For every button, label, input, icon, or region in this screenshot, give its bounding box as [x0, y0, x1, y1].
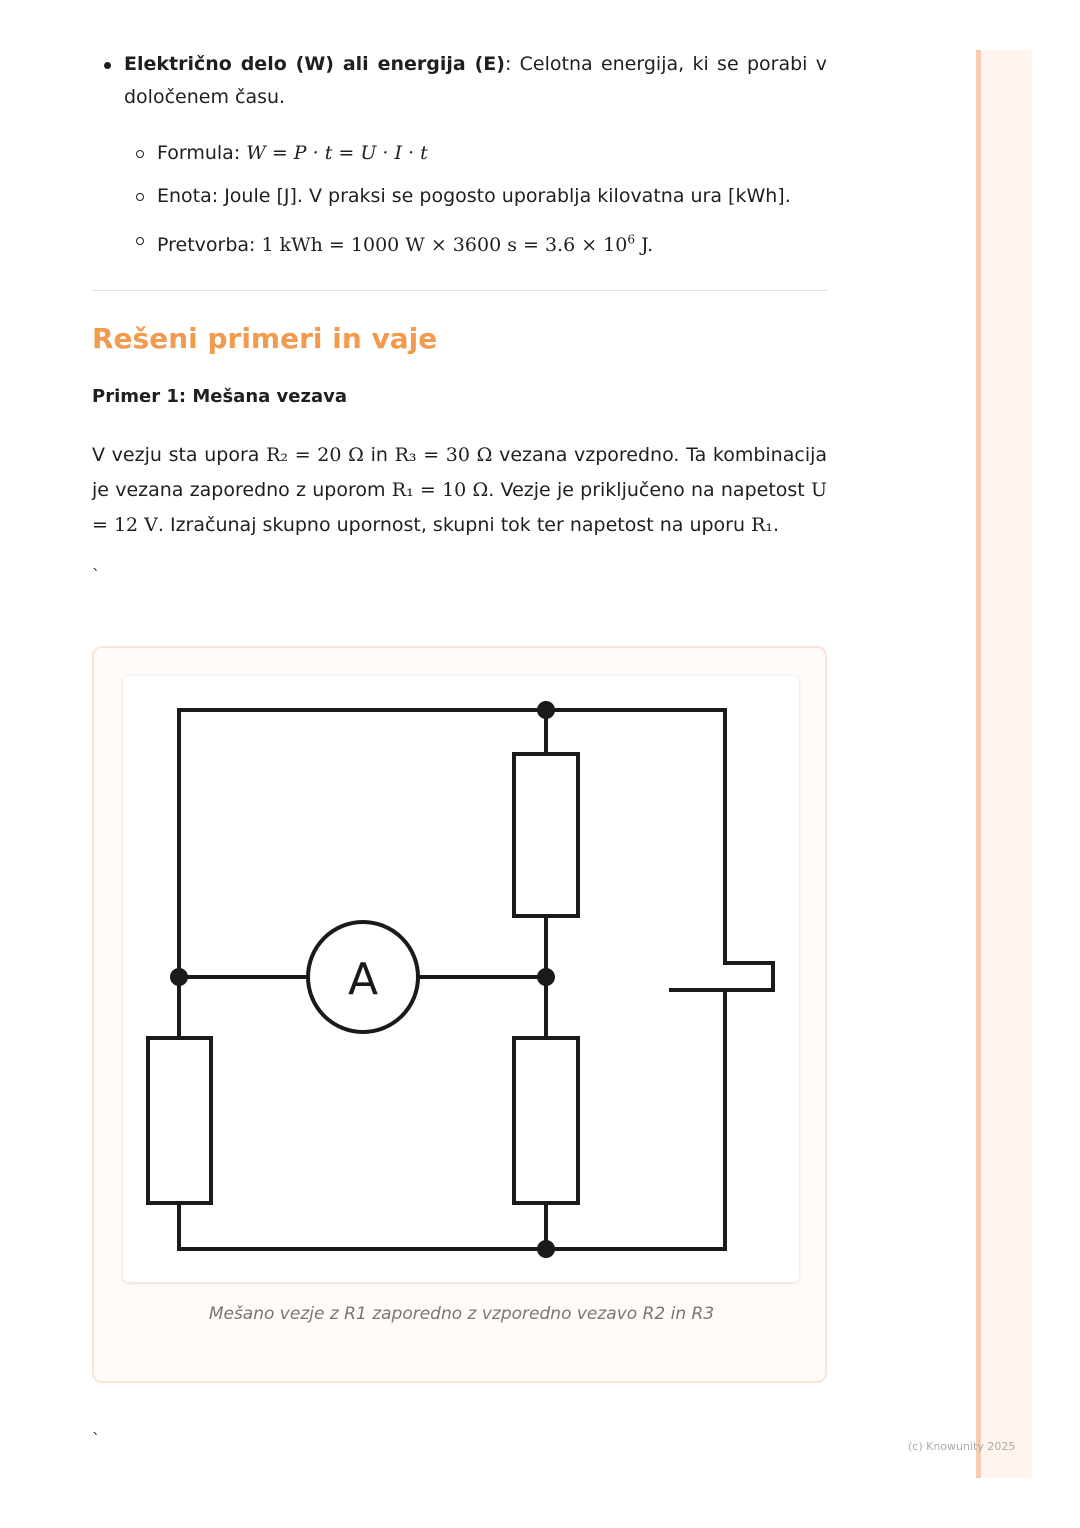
- sub-bullet-icon: [136, 193, 144, 201]
- junction-node: [537, 968, 555, 986]
- section-divider: [92, 290, 827, 291]
- backtick-mark: `: [92, 566, 100, 585]
- sub-item-conversion: [136, 226, 653, 259]
- resistor-top-right: [514, 754, 578, 916]
- math-r3: R₃ = 30 Ω: [394, 444, 493, 466]
- formula-math: W = P · t = U · I · t: [246, 142, 428, 164]
- para-text: V vezju sta upora: [92, 444, 267, 466]
- math-r1b: R₁: [751, 514, 773, 536]
- example-paragraph: [92, 438, 827, 543]
- resistor-left: [148, 1038, 211, 1203]
- para-text: . Vezje je priključeno na napetost: [488, 479, 811, 501]
- conversion-tail: J.: [635, 234, 654, 257]
- sub-item-label: Pretvorba:: [157, 234, 262, 257]
- ammeter-label: A: [347, 954, 379, 1005]
- junction-node: [537, 701, 555, 719]
- para-text: .: [773, 514, 780, 536]
- section-title: Rešeni primeri in vaje: [92, 322, 438, 355]
- circuit-diagram: [123, 676, 799, 1282]
- sub-item-formula: [136, 139, 428, 167]
- circuit-figure: [92, 646, 827, 1383]
- bullet-definition: : Celotna energija, ki se porabi v določenem času.: [124, 53, 827, 108]
- bullet-text: [124, 48, 827, 114]
- sub-bullet-icon: [136, 237, 144, 245]
- sub-bullet-icon: [136, 150, 144, 158]
- backtick-mark: `: [92, 1430, 100, 1449]
- figure-caption: Mešano vezje z R1 zaporedno z vzporedno vezavo R2 in R3: [208, 1304, 715, 1324]
- example-title: Primer 1: Mešana vezava: [92, 386, 347, 407]
- conversion-exponent: 6: [627, 233, 635, 247]
- sub-item-label: Formula:: [157, 142, 247, 164]
- bullet-term: Električno delo (W) ali energija (E): [124, 53, 505, 75]
- junction-node: [170, 968, 188, 986]
- sub-item-unit: [136, 182, 791, 210]
- bullet-energy: [92, 48, 827, 114]
- resistor-bottom-right: [514, 1038, 578, 1203]
- math-r1: R₁ = 10 Ω: [391, 479, 489, 501]
- bullet-dot-icon: [104, 62, 111, 69]
- conversion-math: 1 kWh = 1000 W × 3600 s = 3.6 × 10: [261, 234, 628, 257]
- para-text: . Izračunaj skupno upornost, skupni tok ter napetost na uporu: [157, 514, 752, 536]
- math-r2: R₂ = 20 Ω: [266, 444, 364, 466]
- battery-long-plate: [725, 963, 773, 990]
- junction-node: [537, 1240, 555, 1258]
- para-text: vezana vzporedno. Ta kombinacija je vezana zaporedno z uporom: [92, 444, 828, 501]
- copyright-footer: (c) Knowunity 2025: [908, 1440, 1016, 1453]
- sub-item-label: Enota: Joule [J]. V praksi se pogosto uporablja kilovatna ura [kWh].: [157, 185, 791, 207]
- para-text: in: [363, 444, 395, 466]
- side-decoration-strip: [976, 50, 1032, 1478]
- circuit-panel: [123, 676, 799, 1282]
- math-u: U = 12 V: [92, 479, 827, 536]
